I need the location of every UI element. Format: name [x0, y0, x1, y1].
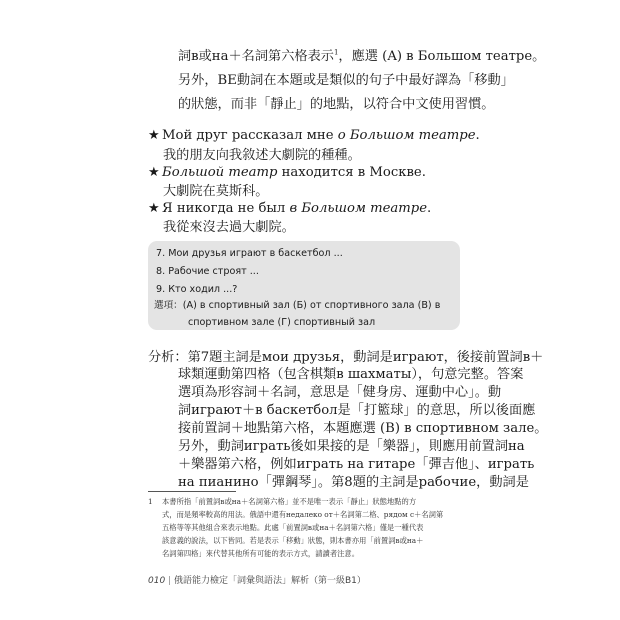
analysis-line-4: 詞играют＋в баскетбол是「打籃球」的意思，所以後面應	[178, 403, 536, 418]
star-icon: ★	[148, 201, 160, 216]
example-text: находится в Москве.	[277, 165, 426, 180]
options-label: 選項：	[154, 300, 183, 311]
footnote-line-5: 名詞第四格」來代替其他所有可能的表示方式，請讀者注意。	[162, 549, 360, 558]
question-8: 8. Рабочие строят ...	[156, 266, 259, 277]
star-icon: ★	[148, 165, 160, 180]
footnote-line-4: 該意義的說法，以下皆同。若是表示「移動」狀態，則本書亦用「前置詞в或на＋	[162, 536, 424, 545]
analysis-line-1	[148, 350, 543, 366]
example-1-zh: 我的朋友向我敘述大劇院的種種。	[163, 148, 361, 163]
intro-line-3: 的狀態，而非「靜止」的地點，以符合中文使用習慣。	[178, 97, 495, 112]
page-footer	[148, 573, 366, 586]
page-number: 010	[148, 576, 166, 586]
example-italic: о Большом театре	[337, 128, 476, 143]
options-line-2: спортивном зале (Г) спортивный зал	[188, 317, 376, 328]
example-1-ru	[148, 128, 480, 144]
example-text: .	[475, 128, 480, 143]
example-text: Я никогда не был	[162, 201, 290, 216]
footer-separator: |	[168, 576, 172, 586]
example-italic: Большой театр	[162, 165, 278, 180]
question-9: 9. Кто ходил ...?	[156, 284, 238, 295]
footnote-line-2: 式，而是頻率較高的用法。俄語中還有недалеко от＋名詞第二格、рядом с＋名詞第	[162, 510, 444, 519]
footnote-ref: 1	[333, 48, 339, 57]
footnote-line-3: 五格等等其他組合來表示地點。此處「前置詞в或на＋名詞第六格」僅是一種代表	[162, 523, 424, 532]
example-text: Мой друг рассказал мне	[162, 128, 338, 143]
options-text: (А) в спортивный зал (Б) от спортивного зала (В) в	[182, 300, 441, 311]
example-text: .	[427, 201, 432, 216]
intro-line-1	[178, 49, 545, 65]
analysis-line-6: 另外，動詞играть後如果接的是「樂器」，則應用前置詞на	[178, 439, 525, 454]
intro-line-1-text: 詞в或на＋名詞第六格表示	[178, 49, 334, 64]
options-line-1	[154, 300, 440, 312]
analysis-line-7: ＋樂器第六格，例如играть на гитаре「彈吉他」、играть	[178, 457, 535, 472]
example-2-ru	[148, 165, 426, 181]
intro-line-2: 另外，BE動詞在本題或是類似的句子中最好譯為「移動」	[178, 73, 514, 88]
example-3-ru	[148, 201, 431, 217]
analysis-label: 分析：	[148, 350, 188, 365]
analysis-line-5: 接前置詞＋地點第六格，本題應選 (В) в спортивном зале。	[178, 421, 548, 436]
analysis-line-2: 球類運動第四格（包含棋類в шахматы），句意完整。答案	[178, 367, 524, 382]
analysis-line-3: 選項為形容詞＋名詞，意思是「健身房、運動中心」。動	[178, 385, 502, 400]
star-icon: ★	[148, 128, 160, 143]
example-3-zh: 我從來沒去過大劇院。	[163, 220, 295, 235]
footnote-line-1: 本書所指「前置詞в或на＋名詞第六格」並不是唯一表示「靜止」狀態地點的方	[162, 497, 417, 506]
question-7: 7. Мои друзья играют в баскетбол ...	[156, 248, 343, 259]
running-title: 俄語能力檢定「詞彙與語法」解析（第一級B1）	[173, 576, 366, 586]
question-box	[148, 241, 460, 330]
footnote-divider	[148, 491, 236, 492]
example-2-zh: 大劇院在莫斯科。	[163, 184, 269, 199]
intro-line-1-rest: ，應選 (A) в Большом театре。	[338, 49, 546, 64]
analysis-line-8: на пианино「彈鋼琴」。第8題的主詞是рабочие，動詞是	[178, 475, 529, 490]
footnote-mark: 1	[148, 497, 153, 506]
analysis-text: 第7題主詞是мои друзья，動詞是играют，後接前置詞в＋	[187, 350, 544, 365]
example-italic: в Большом театре	[289, 201, 428, 216]
